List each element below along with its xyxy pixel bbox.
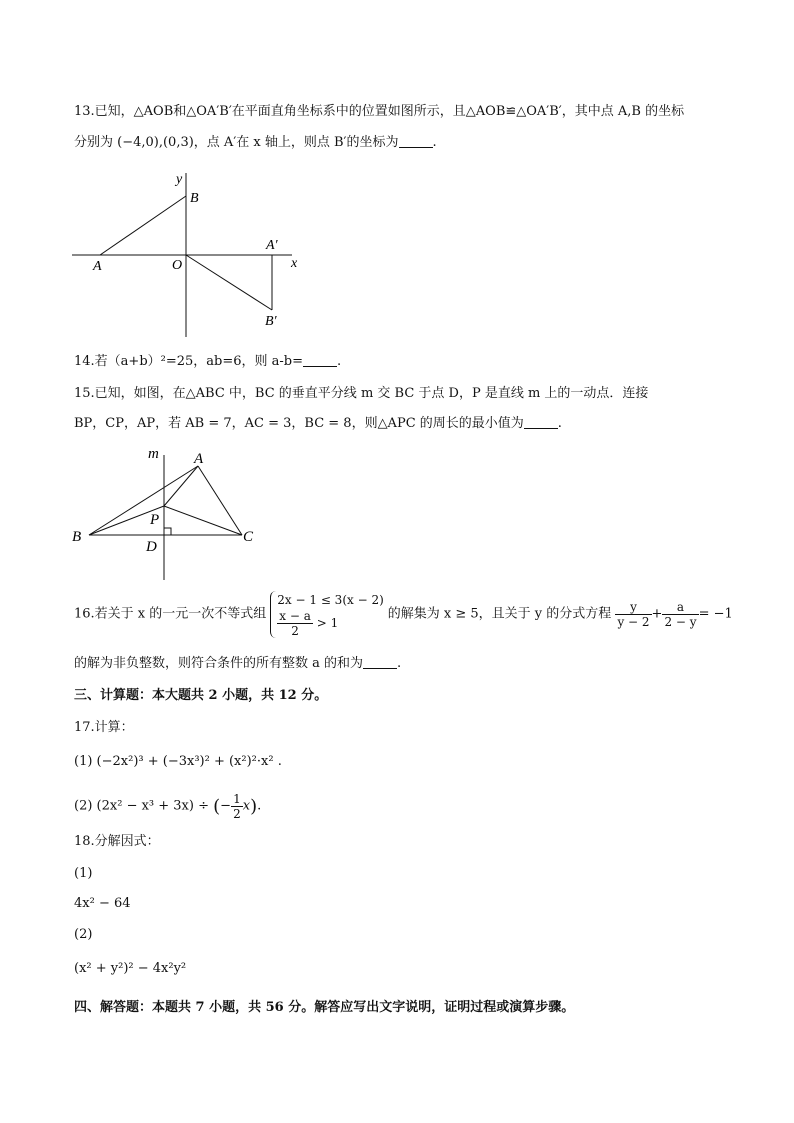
inequality-2 bbox=[277, 609, 384, 638]
label-a: A bbox=[194, 451, 204, 467]
q13-line2 bbox=[74, 134, 437, 152]
label-a2: A′ bbox=[266, 238, 278, 253]
label-m: m bbox=[148, 446, 159, 462]
q16-mid: 的解集为 x ≥ 5，且关于 y 的分式方程 bbox=[387, 606, 612, 622]
q14-text: 14.若（a+b）²=25，ab=6，则 a-b= bbox=[74, 354, 304, 369]
answer-blank bbox=[399, 135, 433, 148]
label-b2: B′ bbox=[265, 314, 277, 329]
answer-blank bbox=[363, 656, 397, 669]
label-x: x bbox=[291, 256, 298, 271]
eq-fraction-1 bbox=[615, 600, 651, 629]
ineq2-denominator: 2 bbox=[291, 624, 299, 638]
var-x: x bbox=[242, 798, 251, 814]
q16-line2 bbox=[74, 655, 401, 673]
q18-p1-label: (1) bbox=[74, 866, 93, 881]
answer-blank bbox=[303, 354, 337, 367]
segment-pa bbox=[164, 466, 198, 506]
f2-denominator: 2 − y bbox=[664, 615, 697, 629]
ineq2-numerator: x − a bbox=[279, 609, 311, 623]
ineq2-fraction bbox=[277, 609, 313, 638]
segment-pc bbox=[164, 506, 242, 535]
label-y: y bbox=[176, 172, 183, 187]
segment-ac bbox=[198, 466, 242, 535]
q16-period: . bbox=[397, 656, 402, 671]
paren-close: ) bbox=[250, 796, 258, 817]
paren-open: ( bbox=[213, 796, 221, 817]
label-d: D bbox=[146, 539, 157, 555]
answer-blank bbox=[524, 416, 558, 429]
eq-rhs: = −1 bbox=[698, 606, 733, 622]
q16-line2-text: 的解为非负整数，则符合条件的所有整数 a 的和为 bbox=[74, 656, 364, 671]
q17-part2 bbox=[74, 792, 261, 821]
q17-p2-end: . bbox=[257, 798, 262, 814]
q18-title: 18.分解因式： bbox=[74, 834, 160, 849]
q18-p1-expr: 4x² − 64 bbox=[74, 896, 131, 911]
inequality-1: 2x − 1 ≤ 3(x − 2) bbox=[277, 593, 384, 607]
inequality-system bbox=[270, 591, 384, 638]
q14-period: . bbox=[337, 354, 342, 369]
q14-line bbox=[74, 353, 341, 371]
f2-numerator: a bbox=[662, 600, 698, 615]
label-a: A bbox=[93, 259, 102, 274]
segment-ob2 bbox=[186, 255, 272, 310]
q15-line2-text: BP，CP，AP，若 AB = 7，AC = 3，BC = 8，则△APC 的周长的最小值为 bbox=[74, 416, 524, 431]
label-b: B bbox=[72, 529, 82, 545]
section-4-heading: 四、解答题：本题共 7 小题，共 56 分。解答应写出文字说明，证明过程或演算步骤。 bbox=[74, 1000, 575, 1015]
q15-figure bbox=[62, 440, 272, 585]
q13-period: . bbox=[432, 135, 437, 150]
q15-line2 bbox=[74, 415, 562, 433]
q17-title: 17.计算： bbox=[74, 720, 134, 735]
q17-p2-prefix: (2) (2x² − x³ + 3x) ÷ bbox=[74, 798, 209, 814]
label-b: B bbox=[190, 191, 199, 206]
q16-line1 bbox=[74, 591, 733, 638]
q17-part1: (1) (−2x²)³ + (−3x³)² + (x²)²·x² . bbox=[74, 754, 282, 769]
minus-sign: − bbox=[220, 798, 232, 814]
q13-line2-text: 分别为 (−4,0),(0,3)，点 A′在 x 轴上，则点 B′的坐标为 bbox=[74, 135, 399, 150]
q15-line1: 15.已知，如图，在△ABC 中，BC 的垂直平分线 m 交 BC 于点 D，P 是直线 m 上的一动点．连接 bbox=[74, 386, 649, 401]
label-p: P bbox=[150, 512, 160, 528]
q16-prefix: 16.若关于 x 的一元一次不等式组 bbox=[74, 606, 267, 622]
q18-p2-expr: (x² + y²)² − 4x²y² bbox=[74, 961, 187, 976]
label-o: O bbox=[172, 258, 183, 273]
segment-ab bbox=[100, 196, 186, 255]
q18-p2-label: (2) bbox=[74, 927, 93, 942]
ineq2-rhs: > 1 bbox=[316, 616, 339, 630]
q15-period: . bbox=[557, 416, 562, 431]
q13-line1: 13.已知，△AOB和△OA′B′在平面直角坐标系中的位置如图所示，且△AOB≌△OA′B′，其中点 A,B 的坐标 bbox=[74, 104, 685, 119]
f1-denominator: y − 2 bbox=[617, 615, 650, 629]
f1-numerator: y bbox=[615, 600, 651, 615]
half-numerator: 1 bbox=[233, 792, 241, 806]
eq-plus: + bbox=[651, 606, 663, 622]
right-angle-mark bbox=[164, 528, 171, 535]
half-fraction bbox=[231, 792, 243, 821]
half-denominator: 2 bbox=[233, 807, 241, 821]
segment-ba bbox=[89, 466, 198, 535]
eq-fraction-2 bbox=[662, 600, 698, 629]
section-3-heading: 三、计算题：本大题共 2 小题，共 12 分。 bbox=[74, 688, 328, 703]
q13-figure bbox=[60, 165, 320, 345]
label-c: C bbox=[243, 529, 254, 545]
